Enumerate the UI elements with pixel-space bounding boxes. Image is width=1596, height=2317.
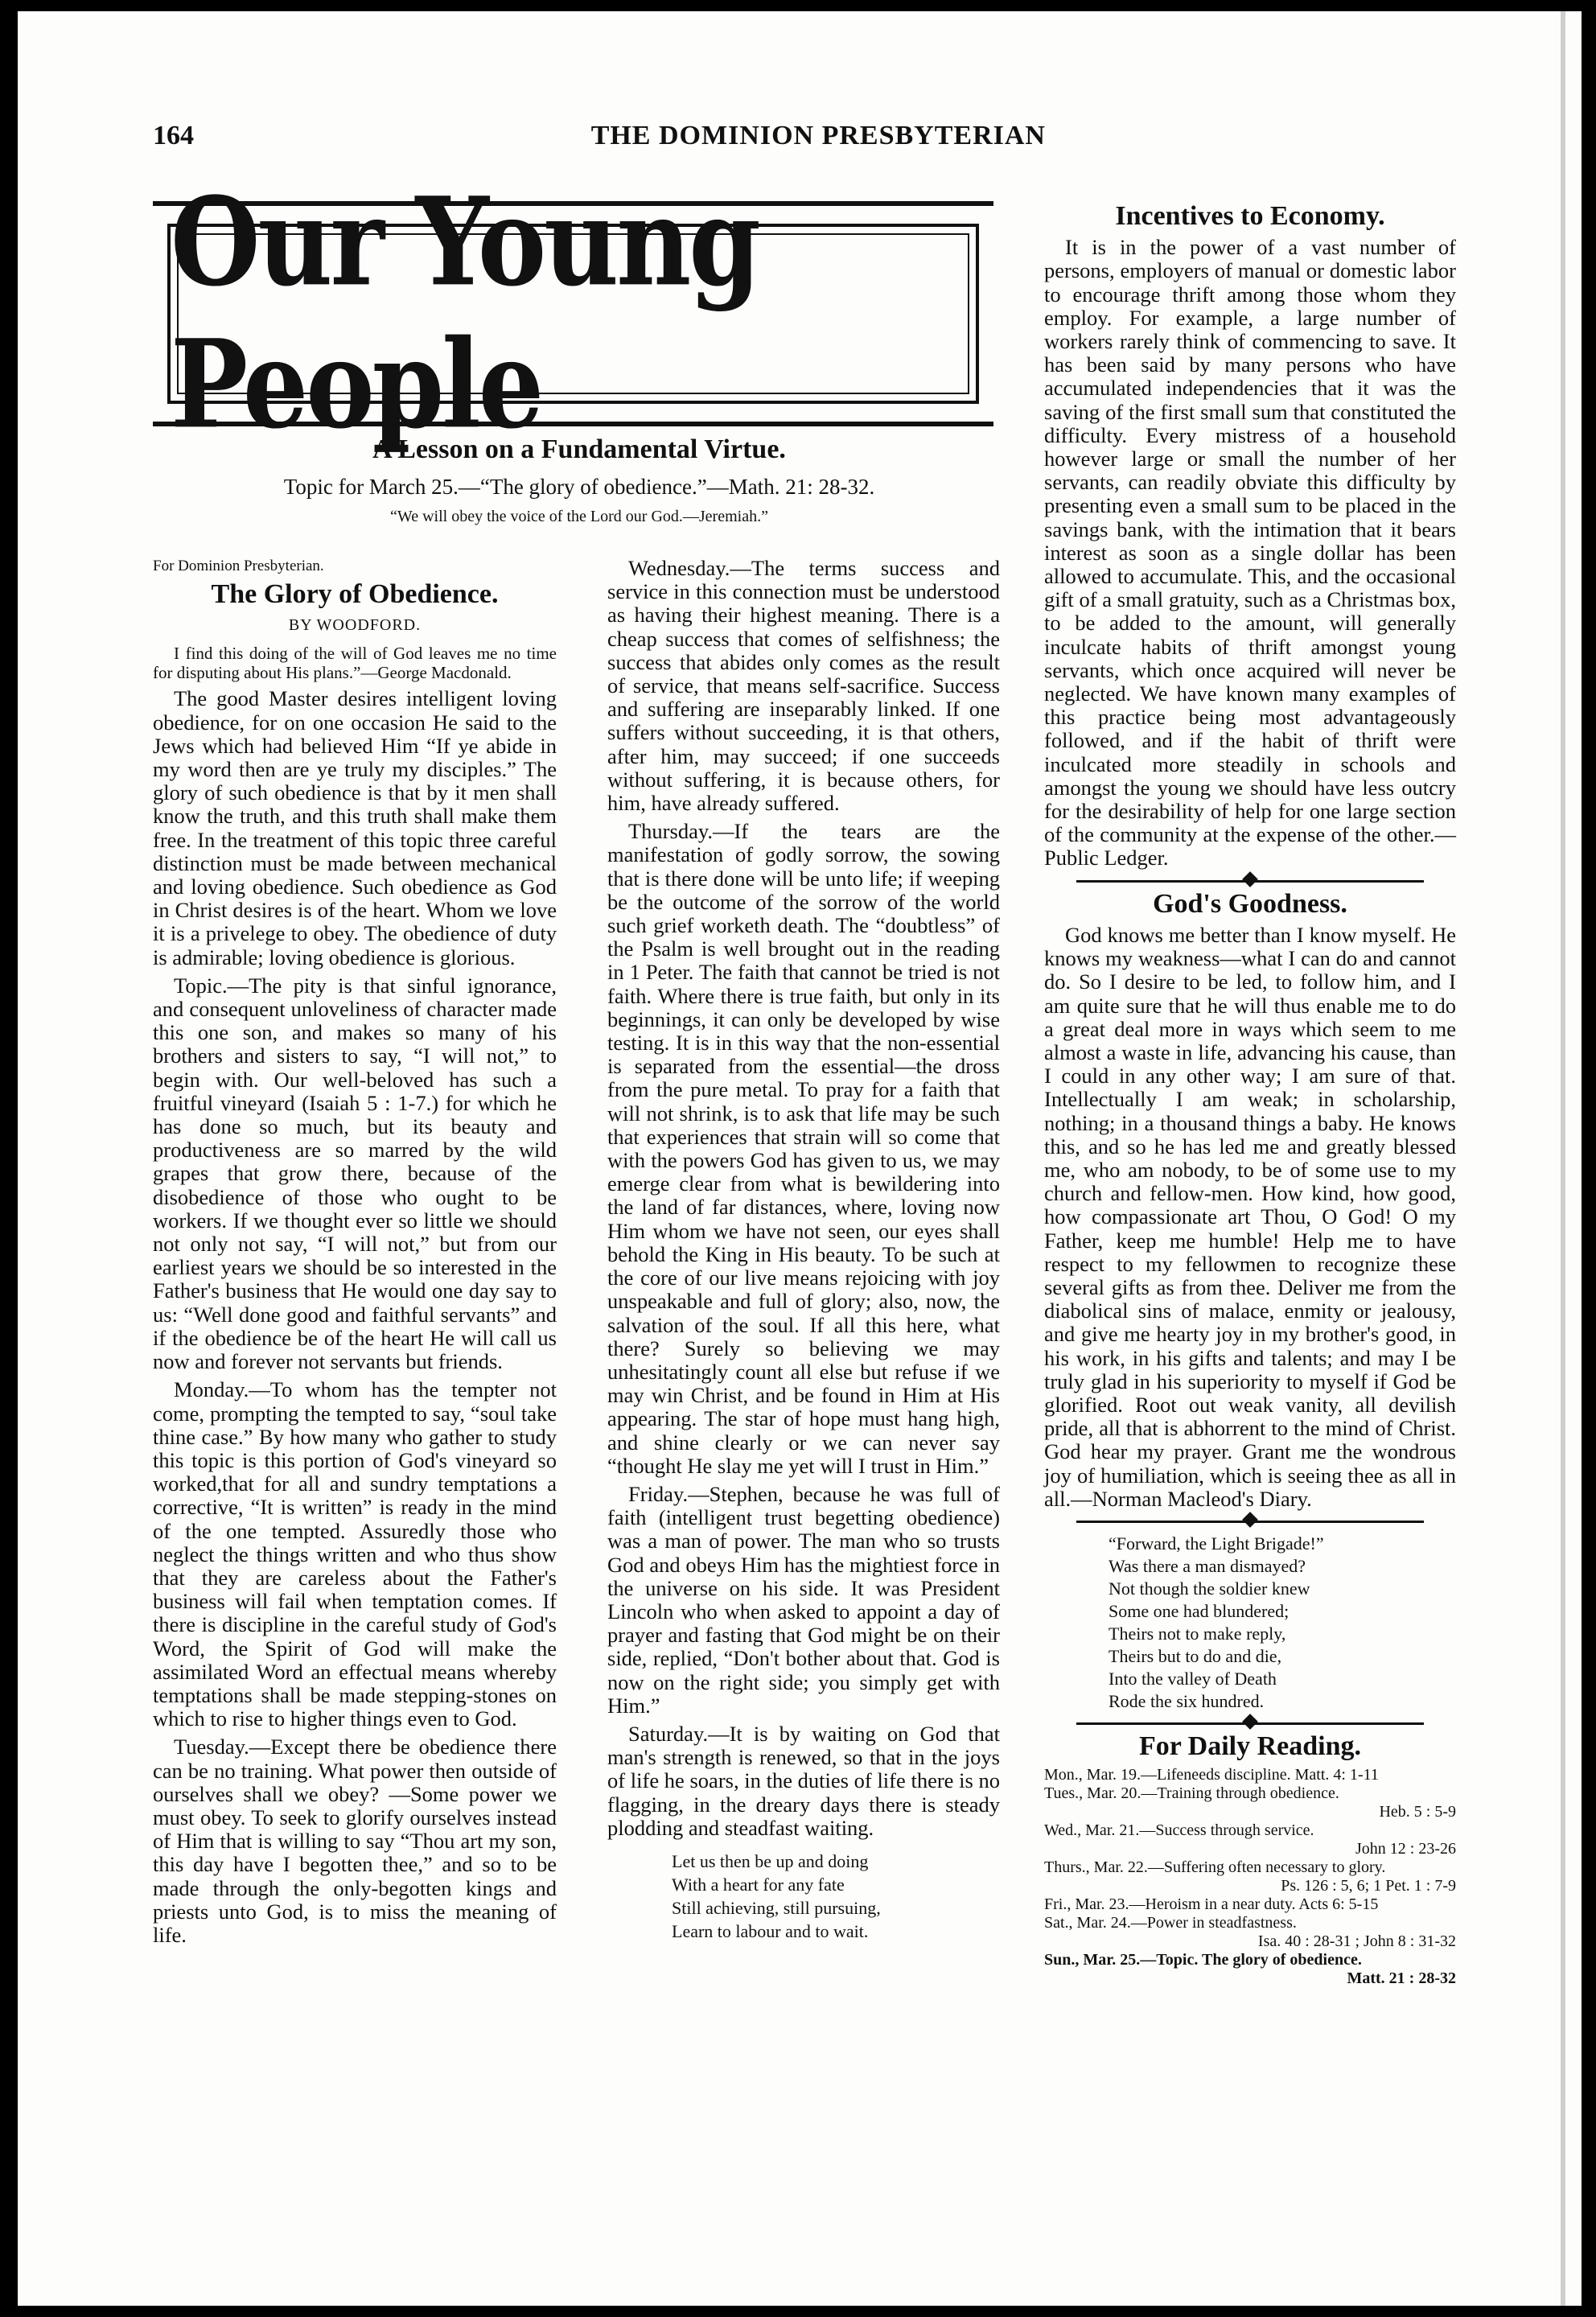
column-right — [1044, 198, 1456, 1988]
poem-line: Rode the six hundred. — [1109, 1690, 1265, 1711]
page-edge — [1561, 11, 1565, 2306]
section-title: Our Young People — [171, 171, 759, 456]
paragraph: Friday.—Stephen, because he was full of faith (intelligent trust begetting obedience) was a man of power. The man who so trusts God and obeys Him has the mightiest force in the universe on his side. It was President Lincoln who when asked to appoint a day of prayer and fasting that God might be on their side, replied, “Don't bother about that. God is now on the right side; you simply get with Him.” — [607, 1481, 1000, 1718]
page-number: 164 — [153, 121, 194, 150]
paragraph: Saturday.—It is by waiting on God that man's strength is renewed, so that in the joys of life he soars, in the duties of life there is no flagging, in the dreary days there is steady plodding and steadfast waiting. — [607, 1721, 1000, 1840]
poem-line: With a heart for any fate — [672, 1874, 845, 1895]
for-line: For Dominion Presbyterian. — [153, 558, 324, 574]
poem-line: Learn to labour and to wait. — [672, 1920, 869, 1941]
paragraph: Thursday.—If the tears are the manifestation of godly sorrow, the sowing that is there done will be unto life; if weeping be the outcome of the sorrow of the world such grief worketh death. The “doubtless” of the Psalm is well brought out in the reading in 1 Peter. The faith that cannot be tried is not faith. Where there is true faith, but only in its beginnings, it can only be developed by wise testing. It is in this way that the non-essential is separated from the essential—the dross from the pure metal. To pray for a faith that will not shrink, is to ask that life may be such that experiences that strain will so come that with the powers God has given to us, we may emerge clear from what is bewildering into the land of far distances, where, loving now Him whom we have not seen, our eyes shall behold the King in His beauty. To be such at the core of our live means rejoicing with joy unspeakable and full of glory; also, now, the salvation of the soul. If all this here, what there? Surely so believing we may unhesitatingly count all else but refuse if we may win Christ, and be found in Him at His appearing. The star of hope must hang high, and shine clearly or we can never say “thought He slay me yet will I trust in Him.” — [607, 819, 1000, 1478]
poem-line: Into the valley of Death — [1109, 1668, 1277, 1689]
article-title-goodness: God's Goodness. — [1153, 888, 1347, 919]
reading-day: Tues., Mar. 20.—Training through obedience. — [1044, 1784, 1339, 1803]
column-middle — [607, 557, 1000, 1943]
paragraph: God knows me better than I know myself. He knows my weakness—what I can do and cannot do. So I desire to be led, to follow him, and I am quite sure that he will thus enable me to do a great deal more in ways which seem to me almost a waste in life, advancing his cause, than I could in any other way; I am sure of that. Intellectually I am weak; in scholarship, nothing; in a thousand things a baby. He knows this, and so he has led me and greatly blessed me, who am nobody, to be of some use to my church and fellow-men. How kind, how good, how compassionate art Thou, O God! O my Father, keep me humble! Help me to have respect to my fellowmen to recognize these several gifts as from thee. Deliver me from the diabolical sins of malace, enmity or jealousy, and give me hearty joy in my brother's good, in his work, in his gifts and talents; and may I be truly glad in his superiority to myself if God be glorified. Root out weak vanity, all devilish pride, all that is abhorrent to the mind of Christ. God hear my prayer. Grant me the wondrous joy of humiliation, which is seeing thee as all in all.—Norman Macleod's Diary. — [1044, 922, 1456, 1511]
reading-ref: Ps. 126 : 5, 6; 1 Pet. 1 : 7-9 — [1281, 1877, 1456, 1895]
reading-day: Sun., Mar. 25.—Topic. The glory of obedience. — [1044, 1951, 1362, 1969]
poem-line: Was there a man dismayed? — [1109, 1555, 1306, 1576]
journal-title: THE DOMINION PRESBYTERIAN — [590, 121, 1046, 150]
reading-day: Fri., Mar. 23.—Heroism in a near duty. Acts 6: 5-15 — [1044, 1895, 1379, 1914]
poem-line: Theirs but to do and die, — [1109, 1645, 1282, 1666]
paragraph: Tuesday.—Except there be obedience there can be no training. What power then outside of ourselves shall we obey? —Some power we must obey. To seek to glorify ourselves instead of Him that is willing to say “Thou art my son, this day have I begotten thee,” and so to be made through the only-begotten kings and priests unto God, is to miss the meaning of life. — [153, 1735, 557, 1947]
poem-line: “Forward, the Light Brigade!” — [1109, 1533, 1324, 1554]
poem-line: Let us then be up and doing — [672, 1850, 869, 1871]
poem-line: Still achieving, still pursuing, — [672, 1897, 881, 1918]
poem — [1109, 1533, 1456, 1713]
epigraph: I find this doing of the will of God leaves me no time for disputing about His plans.”—George Macdonald. — [153, 644, 557, 683]
reading-ref: Matt. 21 : 28-32 — [1347, 1969, 1456, 1988]
article-title-economy: Incentives to Economy. — [1115, 201, 1385, 231]
ornament-divider — [1076, 1521, 1424, 1523]
ornament-divider — [1076, 1722, 1424, 1725]
byline: BY WOODFORD. — [288, 616, 422, 635]
column-left — [153, 557, 557, 1952]
reading-ref: John 12 : 23-26 — [1355, 1840, 1456, 1858]
article-title-obedience: The Glory of Obedience. — [211, 579, 499, 609]
lesson-title: A Lesson on a Fundamental Virtue. — [372, 434, 786, 464]
paragraph: Monday.—To whom has the tempter not come, prompting the tempted to say, “soul take thine case.” By how many who gather to study this topic is this portion of God's vineyard so worked,that for all and sundry temptations a corrective, “It is written” is ready in the mind of the one tempted. Assuredly those who neglect the things written and who thus show that they are careless about the Father's business will fail when temptation comes. If there is discipline in the careful study of God's Word, the Spirit of God will make the assimilated Word an effectual means whereby temptations shall be made stepping-stones on which to rise to higher things even to God. — [153, 1377, 557, 1731]
reading-day: Mon., Mar. 19.—Lifeneeds discipline. Matt. 4: 1-11 — [1044, 1766, 1379, 1784]
daily-reading-list — [1044, 1766, 1456, 1988]
poem-line: Theirs not to make reply, — [1109, 1623, 1286, 1644]
paragraph: Wednesday.—The terms success and service in this connection must be understood as having their highest meaning. There is a cheap success that comes of selfishness; the success that abides only comes as the result of service, that means self-sacrifice. Success and suffering are inseparably linked. If one suffers without succeeding, it is that others, after him, may succeed; if one succeeds without suffering, it is because others, for him, have already suffered. — [607, 556, 1000, 816]
paragraph: Topic.—The pity is that sinful ignorance, and consequent unloveliness of character made this one son, and makes so many of his brothers and sisters to say, “I will not,” to begin with. Our well-beloved has such a fruitful vineyard (Isaiah 5 : 1-7.) for which he has done so much, but its beauty and productiveness are so marred by the wild grapes that grow there, because of the disobedience of those who ought to be workers. If we thought ever so little we should not only not say, “I will not,” but from our earliest years we should be so interested in the Father's business that He would one day say to us: “Well done good and faithful servants” and if the obedience be of the heart He will call us now and forever not servants but friends. — [153, 973, 557, 1374]
reading-day: Sat., Mar. 24.—Power in steadfastness. — [1044, 1914, 1297, 1932]
lesson-quote: “We will obey the voice of the Lord our God.—Jeremiah.” — [390, 508, 768, 525]
reading-ref: Isa. 40 : 28-31 ; John 8 : 31-32 — [1257, 1932, 1456, 1951]
poem-line: Some one had blundered; — [1109, 1600, 1290, 1621]
poem — [672, 1850, 1000, 1943]
poem-line: Not though the soldier knew — [1109, 1578, 1310, 1599]
reading-ref: Heb. 5 : 5-9 — [1379, 1803, 1456, 1821]
running-head — [153, 121, 1046, 169]
reading-day: Wed., Mar. 21.—Success through service. — [1044, 1821, 1314, 1840]
lesson-topic: Topic for March 25.—“The glory of obedience.”—Math. 21: 28-32. — [283, 475, 875, 499]
reading-day: Thurs., Mar. 22.—Suffering often necessary to glory. — [1044, 1858, 1386, 1877]
ornament-divider — [1076, 880, 1424, 883]
paragraph: It is in the power of a vast number of persons, employers of manual or domestic labor to encourage thrift among those whom they employ. For example, a large number of workers rarely think of commencing to save. It has been said by many persons who have accumulated independencies that it was the saving of the first small sum that constituted the difficulty. Every mistress of a household however large or small the number of her servants, can readily obviate this difficulty by presenting even a small sum to be placed in the savings bank, with the intimation that it bears interest as soon as a single dollar has been allowed to accumulate. This, and the occasional gift of a small gratuity, such as a Christmas box, to be added to the amount, will generally inculcate habits of thrift amongst young servants, which once acquired will never be neglected. We have known many examples of this practice being most advantageously followed, and if the habit of thrift were inculcated more steadily in schools and amongst the young we should have less outcry for the desirability of help for one large section of the community at the expense of the other.—Public Ledger. — [1044, 235, 1456, 870]
daily-reading-title: For Daily Reading. — [1138, 1731, 1362, 1761]
paragraph: The good Master desires intelligent loving obedience, for on one occasion He said to the Jews which had believed Him “If ye abide in my word then are ye truly my disciples.” The glory of such obedience is that by it men shall know the truth, and this truth shall make them free. In the treatment of this topic three careful distinction must be made between mechanical and loving obedience. Such obedience as God in Christ desires is of the heart. Whom we love it is a privelege to obey. The obedience of duty is admirable; loving obedience is glorious. — [153, 686, 557, 969]
